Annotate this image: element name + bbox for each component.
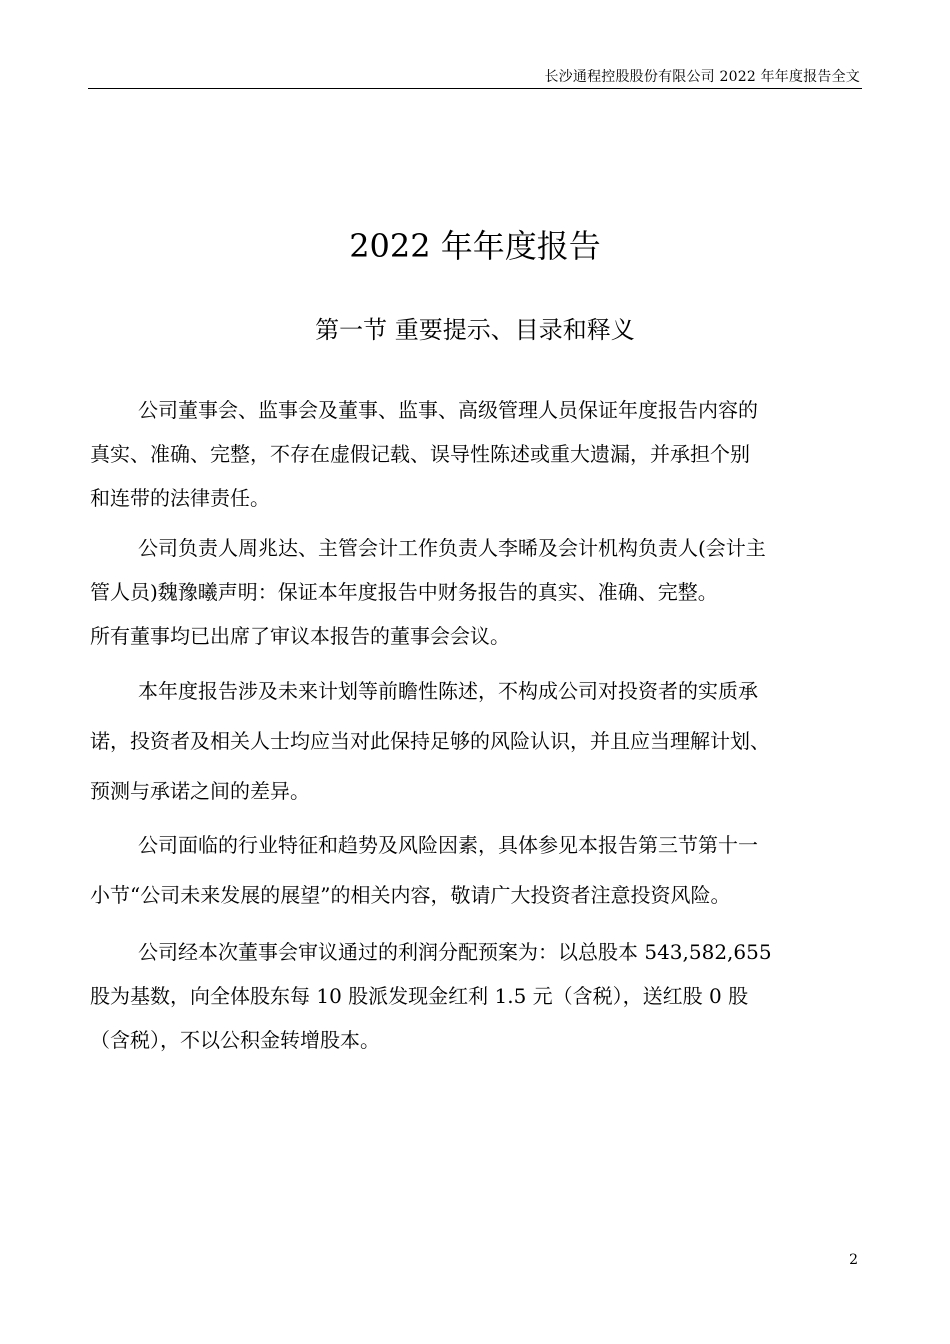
paragraph-line: 公司董事会、监事会及董事、监事、高级管理人员保证年度报告内容的 <box>138 398 758 422</box>
paragraph-responsible-persons <box>90 526 870 658</box>
paragraph-line: 真实、准确、完整，不存在虚假记载、误导性陈述或重大遗漏，并承担个别 <box>90 442 750 466</box>
page-number: 2 <box>849 1252 858 1268</box>
paragraph-line: 股为基数，向全体股东每 10 股派发现金红利 1.5 元（含税），送红股 0 股 <box>90 984 749 1008</box>
paragraph-line: 预测与承诺之间的差异。 <box>90 779 310 803</box>
paragraph-forward-looking <box>90 666 870 816</box>
paragraph-line: 公司面临的行业特征和趋势及风险因素，具体参见本报告第三节第十一 <box>138 833 758 857</box>
header-divider <box>88 88 862 89</box>
paragraph-line: 管人员)魏豫曦声明：保证本年度报告中财务报告的真实、准确、完整。 <box>90 580 718 604</box>
paragraph-line: （含税），不以公积金转增股本。 <box>90 1028 380 1052</box>
paragraph-line: 公司负责人周兆达、主管会计工作负责人李晞及会计机构负责人(会计主 <box>138 536 766 560</box>
paragraph-board-guarantee <box>90 388 870 520</box>
running-header-title: 长沙通程控股股份有限公司 2022 年年度报告全文 <box>544 69 860 85</box>
paragraph-line: 诺，投资者及相关人士均应当对此保持足够的风险认识，并且应当理解计划、 <box>90 729 770 753</box>
paragraph-line: 小节“公司未来发展的展望”的相关内容，敬请广大投资者注意投资风险。 <box>90 883 731 907</box>
paragraph-line: 公司经本次董事会审议通过的利润分配预案为：以总股本 543,582,655 <box>138 940 772 964</box>
paragraph-risk-factors <box>90 820 870 920</box>
paragraph-line: 本年度报告涉及未来计划等前瞻性陈述，不构成公司对投资者的实质承 <box>138 679 758 703</box>
paragraph-line: 所有董事均已出席了审议本报告的董事会会议。 <box>90 624 510 648</box>
section-title: 第一节 重要提示、目录和释义 <box>315 316 635 344</box>
paragraph-line: 和连带的法律责任。 <box>90 486 270 510</box>
paragraph-profit-distribution <box>90 930 870 1062</box>
report-title: 2022 年年度报告 <box>349 227 601 265</box>
